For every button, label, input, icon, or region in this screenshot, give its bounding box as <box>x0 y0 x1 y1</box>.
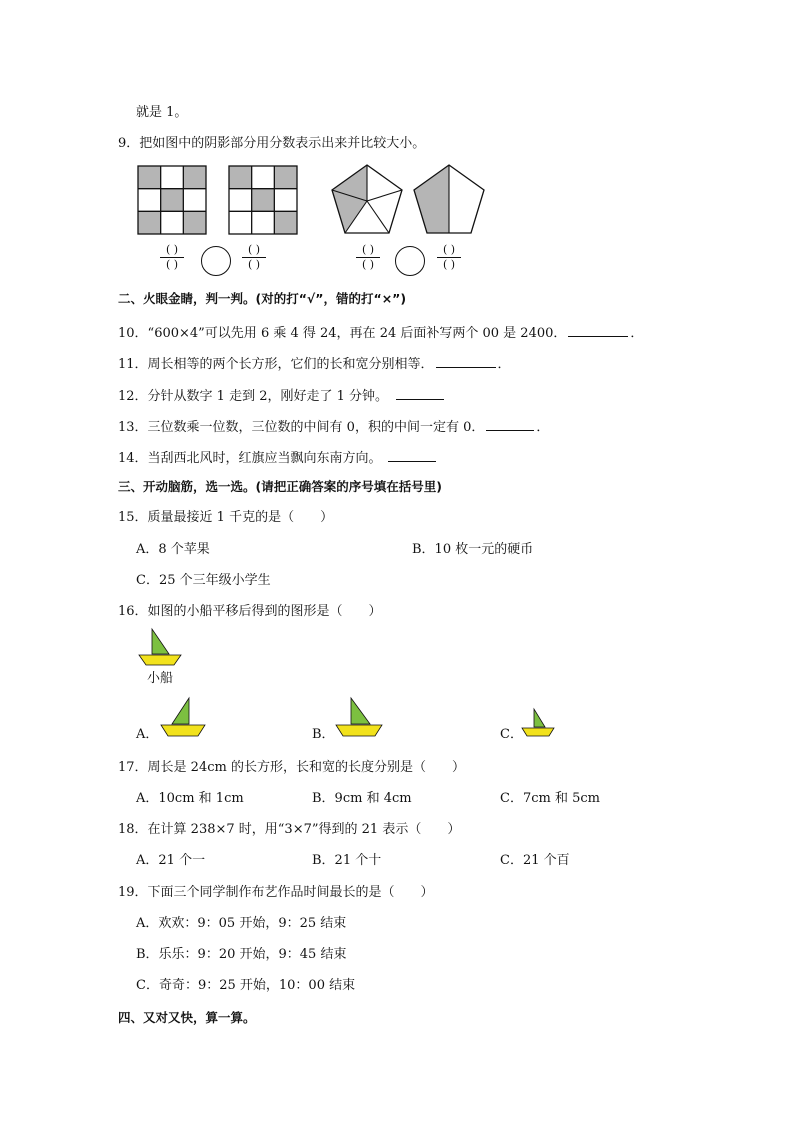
boat-option-c-image[interactable] <box>521 708 555 738</box>
boat-original-image <box>138 628 182 668</box>
q18-option-a[interactable]: A．21 个一 <box>136 853 206 868</box>
fraction-blank-4[interactable]: ( ) ( ) <box>437 244 461 271</box>
q15-option-c[interactable]: C．25 个三年级小学生 <box>136 573 271 588</box>
q17-option-c[interactable]: C．7cm 和 5cm <box>500 791 600 806</box>
shaded-grid-1 <box>138 166 206 234</box>
q16-text: 16．如图的小船平移后得到的图形是（ ） <box>118 604 382 619</box>
q15-option-a[interactable]: A．8 个苹果 <box>136 542 210 557</box>
q13-period: ． <box>536 420 550 435</box>
q18-option-b[interactable]: B．21 个十 <box>312 853 382 868</box>
q18-option-c[interactable]: C．21 个百 <box>500 853 570 868</box>
q19-option-a[interactable]: A．欢欢：9：05 开始，9：25 结束 <box>136 916 347 931</box>
section-3-heading: 三、开动脑筋，选一选。(请把正确答案的序号填在括号里) <box>118 479 442 494</box>
section-4-heading: 四、又对又快，算一算。 <box>118 1010 256 1025</box>
fraction-blank-3[interactable]: ( ) ( ) <box>356 244 380 271</box>
q13-answer-blank[interactable] <box>486 416 534 431</box>
fraction-blank-1[interactable]: ( ) ( ) <box>160 244 184 271</box>
q10-period: ． <box>630 326 644 341</box>
q16-option-a-label[interactable]: A． <box>136 727 159 742</box>
q14-answer-blank[interactable] <box>388 447 436 462</box>
q19-option-b[interactable]: B．乐乐：9：20 开始，9：45 结束 <box>136 947 347 962</box>
q12-line <box>118 385 446 406</box>
q14-line <box>118 447 438 468</box>
q17-text: 17．周长是 24cm 的长方形，长和宽的长度分别是（ ） <box>118 760 465 775</box>
q15-option-b[interactable]: B．10 枚一元的硬币 <box>412 542 534 557</box>
q17-option-b[interactable]: B．9cm 和 4cm <box>312 791 412 806</box>
compare-circle-1[interactable] <box>201 246 231 276</box>
q11-period: ． <box>497 357 511 372</box>
section-2-heading: 二、火眼金睛，判一判。(对的打“√”，错的打“×”) <box>118 291 407 306</box>
boat-label: 小船 <box>147 671 174 686</box>
shaded-pentagon-1 <box>330 163 404 235</box>
q13-text: 13．三位数乘一位数，三位数的中间有 0，积的中间一定有 0． <box>118 420 485 435</box>
q8-tail: 就是 1。 <box>136 105 188 120</box>
shaded-grid-2 <box>229 166 297 234</box>
boat-option-b-image[interactable] <box>335 696 383 740</box>
q14-text: 14．当刮西北风时，红旗应当飘向东南方向。 <box>118 451 382 466</box>
q10-line <box>118 322 643 343</box>
q17-option-a[interactable]: A．10cm 和 1cm <box>136 791 244 806</box>
boat-option-a-image[interactable] <box>160 696 206 740</box>
q16-option-b-label[interactable]: B． <box>312 727 335 742</box>
fraction-blank-2[interactable]: ( ) ( ) <box>242 244 266 271</box>
q18-text: 18．在计算 238×7 时，用“3×7”得到的 21 表示（ ） <box>118 822 461 837</box>
q15-text: 15．质量最接近 1 千克的是（ ） <box>118 510 334 525</box>
q10-answer-blank[interactable] <box>568 322 628 337</box>
q9-text: 9．把如图中的阴影部分用分数表示出来并比较大小。 <box>118 136 426 151</box>
q12-answer-blank[interactable] <box>396 385 444 400</box>
q11-answer-blank[interactable] <box>436 353 496 368</box>
q11-line <box>118 353 511 374</box>
q13-line <box>118 416 549 437</box>
compare-circle-2[interactable] <box>395 246 425 276</box>
q10-text: 10．“600×4”可以先用 6 乘 4 得 24，再在 24 后面补写两个 00 是 2400． <box>118 326 567 341</box>
q16-option-c-label[interactable]: C． <box>500 727 523 742</box>
q11-text: 11．周长相等的两个长方形，它们的长和宽分别相等． <box>118 357 434 372</box>
q19-text: 19．下面三个同学制作布艺作品时间最长的是（ ） <box>118 885 434 900</box>
shaded-pentagon-2 <box>412 163 486 235</box>
q19-option-c[interactable]: C．奇奇：9：25 开始，10：00 结束 <box>136 978 356 993</box>
q12-text: 12．分针从数字 1 走到 2，刚好走了 1 分钟。 <box>118 389 389 404</box>
